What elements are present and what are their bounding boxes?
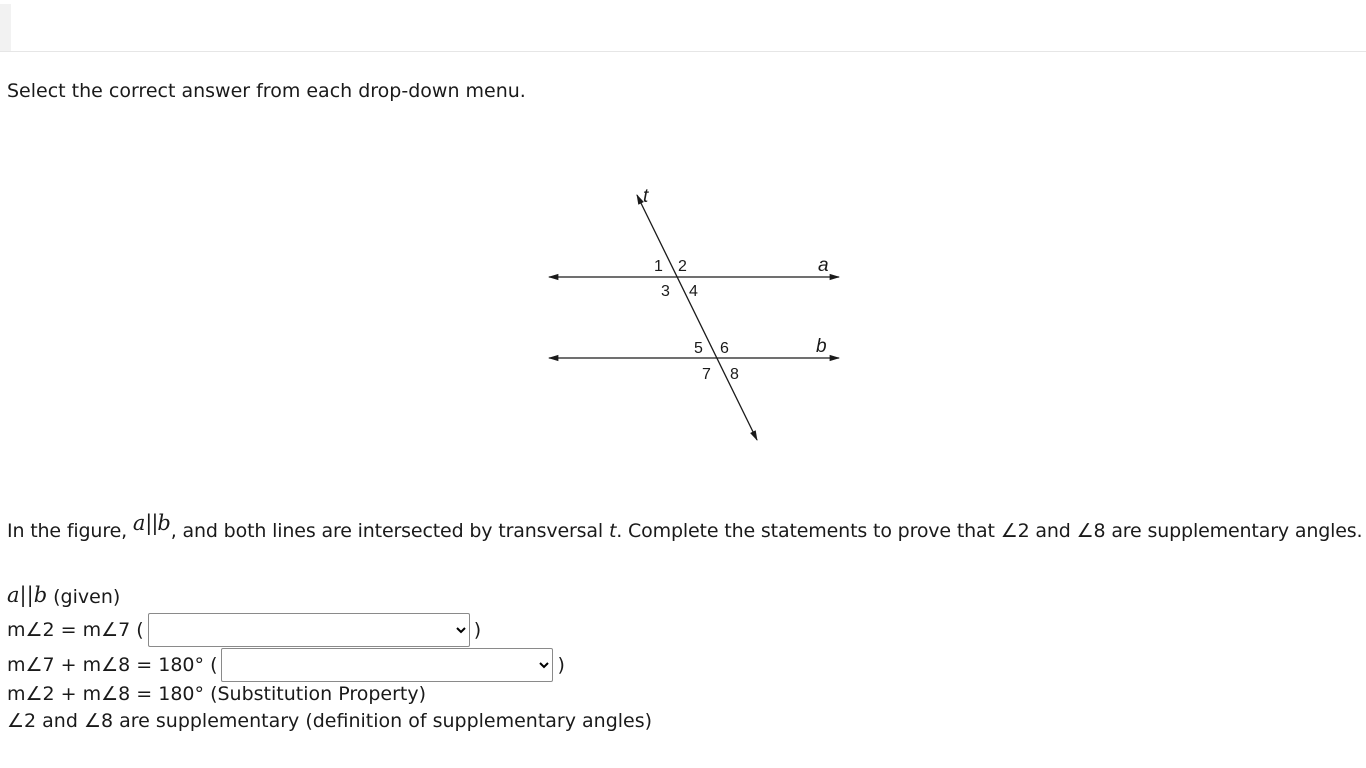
transversal-line bbox=[637, 195, 757, 440]
prompt-part-1: In the figure, bbox=[7, 520, 133, 542]
parallel-notation: a||b bbox=[132, 511, 171, 535]
top-bar bbox=[0, 0, 1366, 52]
step-3-close: ) bbox=[557, 654, 565, 676]
step-2-close: ) bbox=[473, 619, 482, 641]
angle-label-8: 8 bbox=[730, 366, 739, 383]
prompt-part-2: , and both lines are intersected by transversal bbox=[170, 520, 609, 542]
proof-step-3 bbox=[7, 648, 565, 682]
given-parallel-notation: a||b bbox=[7, 583, 48, 607]
angle-label-3: 3 bbox=[661, 283, 670, 300]
proof-step-4: m∠2 + m∠8 = 180° (Substitution Property) bbox=[7, 683, 427, 705]
top-bar-tab bbox=[0, 4, 11, 51]
transversal-figure bbox=[540, 180, 860, 450]
angle-label-2: 2 bbox=[678, 258, 687, 275]
proof-step-5: ∠2 and ∠8 are supplementary (definition of supplementary angles) bbox=[7, 710, 653, 732]
given-reason: (given) bbox=[53, 586, 121, 608]
proof-step-given bbox=[7, 585, 120, 609]
proof-step-2 bbox=[7, 613, 481, 647]
problem-prompt bbox=[7, 511, 1363, 542]
step-3-statement: m∠7 + m∠8 = 180° ( bbox=[7, 654, 218, 676]
angle-label-7: 7 bbox=[702, 366, 711, 383]
step-2-reason-dropdown[interactable] bbox=[148, 613, 470, 647]
step-3-reason-dropdown[interactable] bbox=[221, 648, 553, 682]
line-b-label: b bbox=[816, 336, 827, 357]
transversal-label: t bbox=[643, 186, 649, 207]
angle-label-1: 1 bbox=[654, 258, 663, 275]
line-a-label: a bbox=[818, 255, 829, 276]
instruction-text: Select the correct answer from each drop-down menu. bbox=[7, 80, 526, 102]
angle-label-5: 5 bbox=[694, 340, 703, 357]
angle-label-4: 4 bbox=[689, 283, 698, 300]
prompt-transversal: t bbox=[608, 520, 617, 542]
step-2-statement: m∠2 = m∠7 ( bbox=[7, 619, 144, 641]
angle-label-6: 6 bbox=[720, 340, 729, 357]
prompt-part-3: . Complete the statements to prove that ∠2 and ∠8 are supplementary angles. bbox=[616, 520, 1363, 542]
